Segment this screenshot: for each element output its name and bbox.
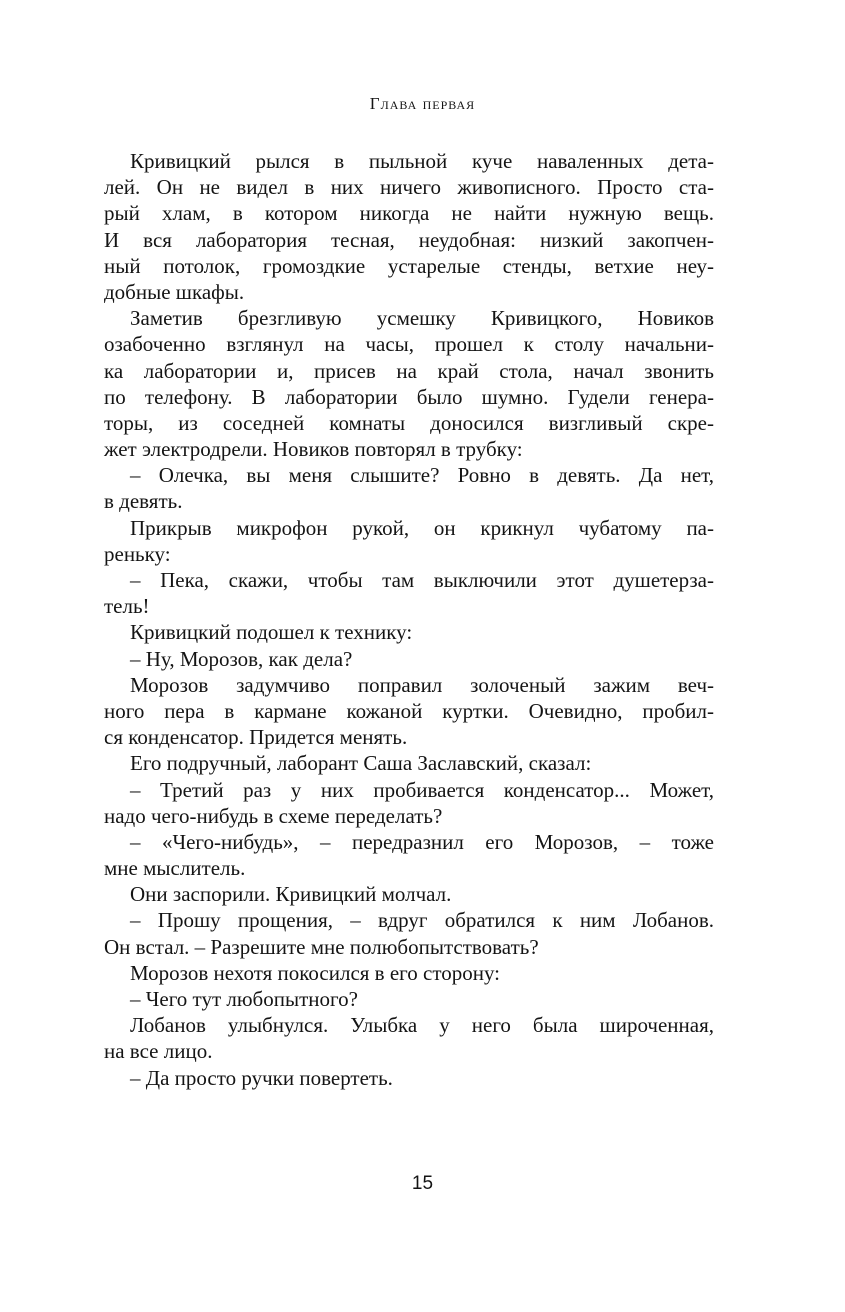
text-line: И вся лаборатория тесная, неудобная: низкий закопчен- [104,227,714,252]
running-head: Глава первая [369,94,476,113]
text-line: – Да просто ручки повертеть. [130,1065,393,1090]
text-line: Кривицкий рылся в пыльной куче наваленных дета- [130,149,714,173]
text-line: ного пера в кармане кожаной куртки. Очевидно, пробил- [104,698,714,723]
text-line: – Пека, скажи, чтобы там выключили этот душетерза- [130,568,714,592]
text-line: добные шкафы. [104,279,245,304]
body-text [104,148,714,1091]
text-line: – «Чего-нибудь», – передразнил его Морозов, – тоже [130,829,714,854]
text-line: по телефону. В лаборатории было шумно. Гудели генера- [104,384,714,409]
text-line: тель! [104,594,150,619]
text-line: на все лицо. [104,1039,213,1064]
text-line: озабоченно взглянул на часы, прошел к столу начальни- [104,332,714,357]
text-line: Лобанов улыбнулся. Улыбка у него была широченная, [130,1013,714,1038]
text-line: Морозов нехотя покосился в его сторону: [130,960,501,985]
text-line: Он встал. – Разрешите мне полюбопытствовать? [104,934,539,959]
text-line: – Третий раз у них пробивается конденсатор... Может, [130,777,714,802]
text-line: Они заспорили. Кривицкий молчал. [130,882,452,907]
text-line: ка лаборатории и, присев на край стола, начал звонить [104,358,714,383]
text-line: Его подручный, лаборант Саша Заславский, сказал: [130,751,592,776]
text-line: мне мыслитель. [104,856,246,881]
text-line: жет электродрели. Новиков повторял в трубку: [104,437,523,462]
text-line: Прикрыв микрофон рукой, он крикнул чубатому па- [130,515,714,540]
text-line: ный потолок, громоздкие устарелые стенды, ветхие неу- [104,253,714,278]
text-line: ся конденсатор. Придется менять. [104,725,408,750]
text-line: – Чего тут любопытного? [130,987,358,1011]
text-line: надо чего-нибудь в схеме переделать? [104,803,443,828]
text-line: торы, из соседней комнаты доносился визгливый скре- [104,410,714,435]
page-number: 15 [411,1173,434,1194]
text-line: Морозов задумчиво поправил золоченый зажим веч- [130,672,714,697]
text-line: в девять. [104,489,183,514]
text-line: Заметив брезгливую усмешку Кривицкого, Новиков [130,306,714,331]
text-line: реньку: [104,541,171,566]
text-line: – Прошу прощения, – вдруг обратился к ним Лобанов. [130,908,714,933]
text-line: – Олечка, вы меня слышите? Ровно в девять. Да нет, [130,463,714,488]
text-line: рый хлам, в котором никогда не найти нужную вещь. [104,201,714,226]
text-line: Кривицкий подошел к технику: [130,620,413,645]
text-line: лей. Он не видел в них ничего живописного. Просто ста- [104,175,714,200]
text-line: – Ну, Морозов, как дела? [130,646,353,671]
